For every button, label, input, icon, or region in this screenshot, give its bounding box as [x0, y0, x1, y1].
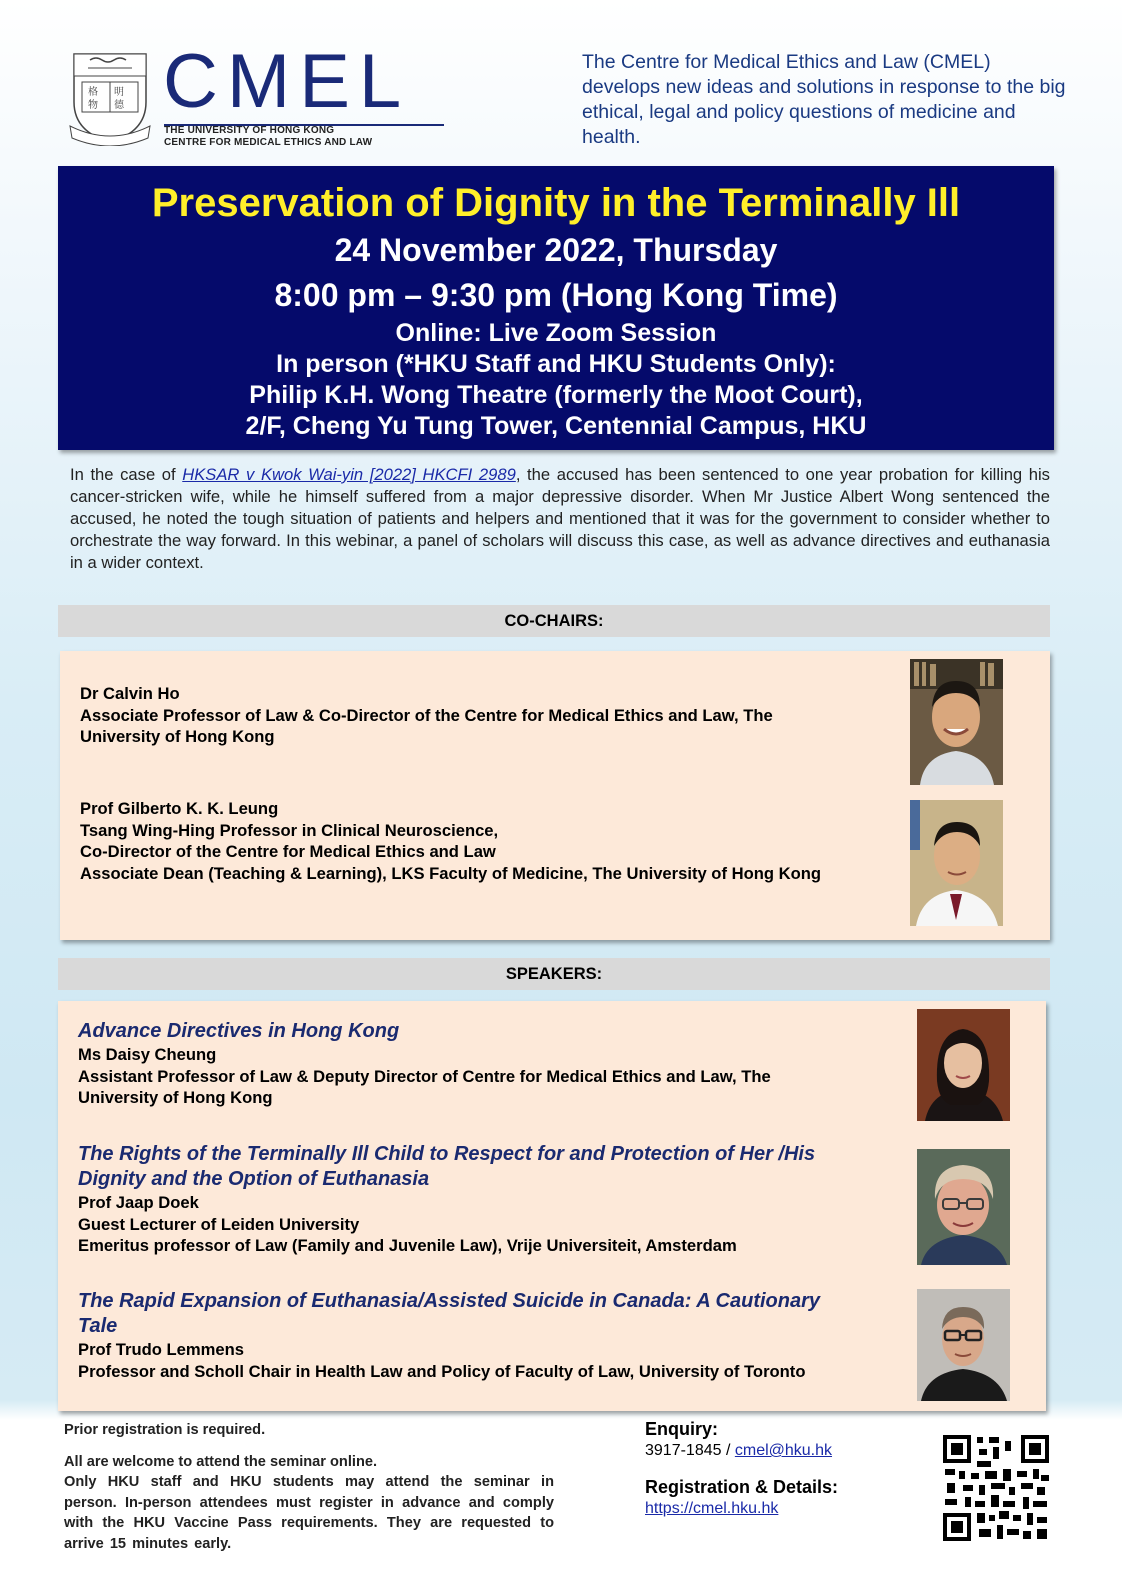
intro-paragraph [70, 464, 1050, 574]
svg-text:德: 德 [114, 100, 124, 111]
photo-daisy-cheung [917, 1009, 1010, 1121]
talk-topic: The Rights of the Terminally Ill Child to Respect for and Protection of Her /His Dignity and the Option of Euthanasia [78, 1143, 816, 1190]
case-link[interactable]: HKSAR v Kwok Wai-yin [2022] HKCFI 2989 [182, 465, 516, 484]
talk-topic: Advance Directives in Hong Kong [78, 1020, 400, 1042]
person-title-line: Associate Dean (Teaching & Learning), LKS Faculty of Medicine, The University of Hong Kong [80, 863, 821, 883]
cochairs-heading: CO-CHAIRS: [58, 605, 1050, 637]
person-title-line: Guest Lecturer of Leiden University [78, 1214, 360, 1234]
header [60, 40, 1070, 155]
svg-text:物: 物 [88, 100, 98, 111]
university-name: THE UNIVERSITY OF HONG KONG [164, 125, 335, 136]
event-online: Online: Live Zoom Session [395, 319, 717, 347]
tagline: The Centre for Medical Ethics and Law (CMEL) develops new ideas and solutions in response to the big ethical, legal and policy questions of medicine and health. [582, 51, 1066, 148]
person-title: Professor and Scholl Chair in Health Law and Policy of Faculty of Law, University of Toronto [78, 1361, 806, 1381]
event-banner [58, 166, 1054, 450]
person-title: Assistant Professor of Law & Deputy Director of Centre for Medical Ethics and Law, The University of Hong Kong [78, 1066, 771, 1107]
event-venue-line1: Philip K.H. Wong Theatre (formerly the Moot Court), [249, 381, 863, 409]
registration-notes [64, 1420, 554, 1554]
enquiry-line [645, 1440, 905, 1462]
svg-text:明: 明 [114, 87, 124, 98]
event-venue-line2: 2/F, Cheng Yu Tung Tower, Centennial Campus, HKU [245, 412, 867, 440]
email-link[interactable]: cmel@hku.hk [734, 1442, 833, 1459]
talk-topic: The Rapid Expansion of Euthanasia/Assisted Suicide in Canada: A Cautionary Tale [78, 1290, 820, 1337]
event-time: 8:00 pm – 9:30 pm (Hong Kong Time) [274, 277, 838, 313]
person-name: Prof Gilberto K. K. Leung [80, 799, 279, 818]
photo-trudo-lemmens [917, 1289, 1010, 1401]
speakers-panel [58, 1001, 1046, 1411]
speaker-jaap-doek [78, 1142, 848, 1257]
qr-code-icon[interactable] [943, 1435, 1049, 1541]
enquiry-label: Enquiry: [645, 1419, 719, 1439]
photo-calvin-ho [910, 659, 1003, 785]
cochair-gilberto-leung [80, 798, 850, 884]
welcome-note: All are welcome to attend the seminar online. [64, 1453, 378, 1470]
svg-text:格: 格 [88, 87, 98, 98]
registration-required: Prior registration is required. [64, 1422, 266, 1438]
cochairs-panel [60, 651, 1050, 940]
photo-gilberto-leung [910, 800, 1003, 926]
speaker-trudo-lemmens [78, 1289, 848, 1382]
cmel-logo-text: CMEL [163, 39, 411, 124]
speakers-heading: SPEAKERS: [58, 958, 1050, 990]
person-title-line: Tsang Wing-Hing Professor in Clinical Neuroscience, [80, 820, 499, 840]
registration-label: Registration & Details: [645, 1477, 839, 1497]
cochair-calvin-ho [80, 683, 850, 748]
speaker-daisy-cheung [78, 1019, 848, 1109]
website-link[interactable]: https://cmel.hku.hk [645, 1500, 779, 1517]
event-in-person: In person (*HKU Staff and HKU Students Only): [276, 350, 836, 378]
person-title-line: Emeritus professor of Law (Family and Juvenile Law), Vrije Universiteit, Amsterdam [78, 1236, 737, 1255]
phone-number: 3917-1845 / [645, 1442, 735, 1459]
person-name: Prof Trudo Lemmens [78, 1340, 244, 1359]
in-person-note: Only HKU staff and HKU students may attend the seminar in person. In-person attendees must register in advance and comply with the HKU Vaccine Pass requirements. They are requested to arrive 15 minutes early. [64, 1474, 554, 1552]
intro-prefix: In the case of [70, 465, 183, 484]
intro-body: , the accused has been sentenced to one year probation for killing his cancer-stricken wife, while he himself suffered from a major depressive disorder. When Mr Justice Albert Wong sentenced the accused, he noted the tough situation of patients and helpers and mentioned that it was for the government to consider whether to orchestrate the way forward. In this webinar, a panel of scholars will discuss this case, as well as advance directives and euthanasia in a wider context. [70, 465, 1050, 572]
photo-jaap-doek [917, 1149, 1010, 1265]
centre-name: CENTRE FOR MEDICAL ETHICS AND LAW [164, 137, 373, 148]
event-title: Preservation of Dignity in the Terminally Ill [151, 181, 961, 225]
person-name: Prof Jaap Doek [78, 1193, 199, 1212]
contact-info [645, 1418, 905, 1520]
person-title: Associate Professor of Law & Co-Director of the Centre for Medical Ethics and Law, The University of Hong Kong [80, 705, 773, 746]
person-name: Ms Daisy Cheung [78, 1045, 217, 1064]
hku-crest-logo [68, 50, 152, 146]
person-title-line: Co-Director of the Centre for Medical Ethics and Law [80, 842, 496, 861]
event-date: 24 November 2022, Thursday [334, 232, 778, 268]
person-name: Dr Calvin Ho [80, 684, 180, 703]
